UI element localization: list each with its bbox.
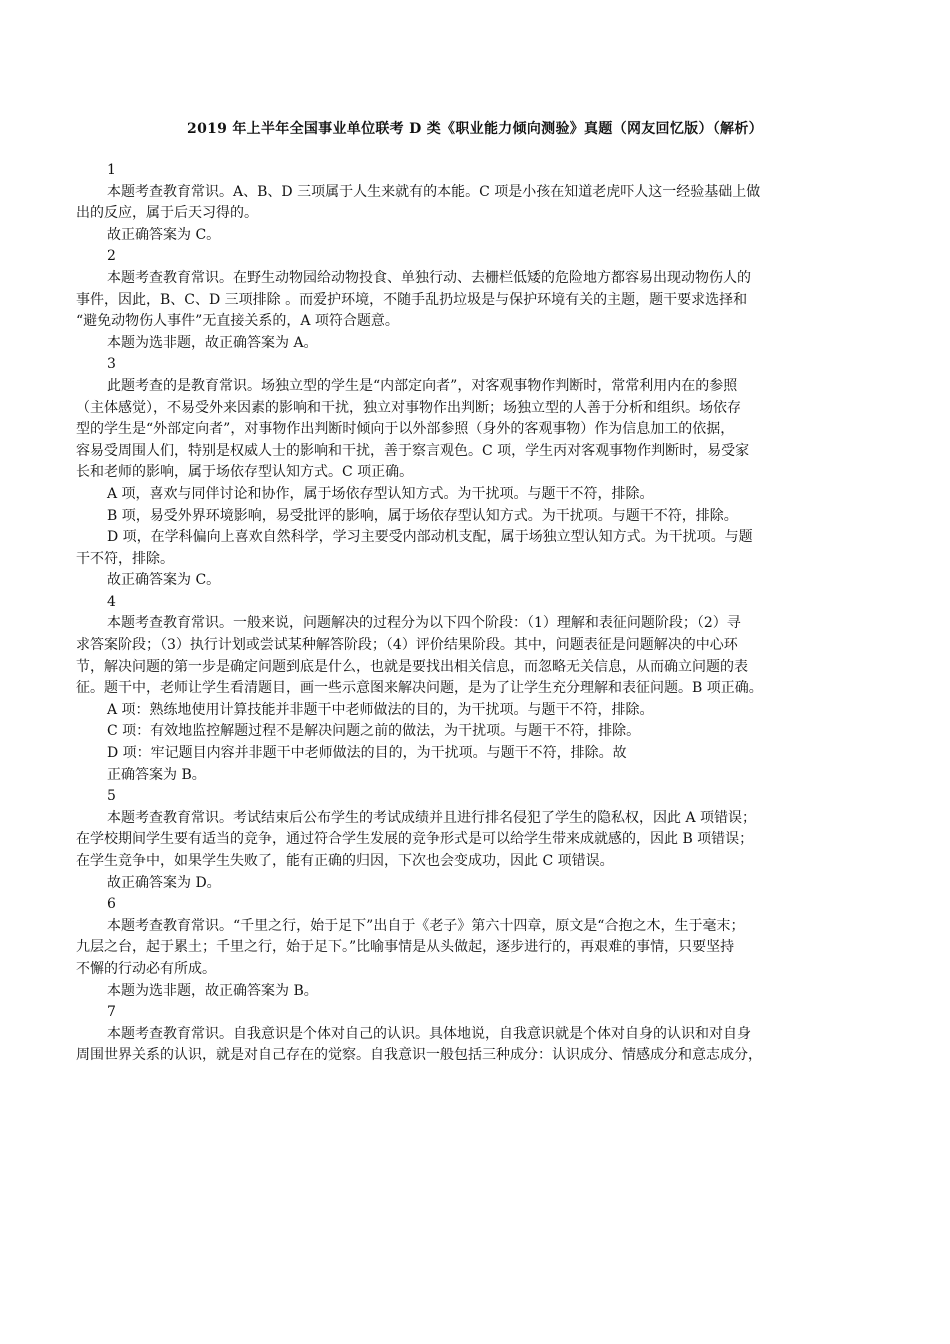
text-line: 九层之台，起于累土；千里之行，始于足下。”比喻事情是从头做起，逐步进行的，再艰难的事情，只要坚持 — [76, 939, 735, 956]
text-line: 正确答案为 B。 — [107, 766, 206, 783]
text-line: 7 — [107, 1004, 116, 1021]
text-line: 5 — [107, 788, 116, 805]
text-line: 本题考查教育常识。一般来说，问题解决的过程分为以下四个阶段：（1）理解和表征问题阶段；（2）寻 — [107, 615, 741, 632]
text-line: 6 — [107, 896, 116, 913]
text-line: 本题为选非题，故正确答案为 B。 — [107, 982, 318, 999]
text-line: D 项：牢记题目内容并非题干中老师做法的目的，为干扰项。与题干不符，排除。故 — [107, 745, 627, 762]
text-line: 3 — [107, 356, 116, 373]
text-line: 故正确答案为 C。 — [107, 226, 221, 243]
document-body — [76, 160, 876, 1067]
text-line: 事件，因此，B、C、D 三项排除 。而爱护环境，不随手乱扔垃圾是与保护环境有关的主题，题干要求选择和 — [76, 291, 748, 308]
text-line: 干不符，排除。 — [76, 550, 174, 567]
document-title: 2019 年上半年全国事业单位联考 D 类《职业能力倾向测验》真题（网友回忆版）（解析） — [187, 121, 763, 137]
text-line: 此题考查的是教育常识。场独立型的学生是“内部定向者”，对客观事物作判断时，常常利用内在的参照 — [107, 377, 738, 394]
text-line: “避免动物伤人事件”无直接关系的，A 项符合题意。 — [76, 313, 399, 330]
text-line: 征。题干中，老师让学生看清题目，画一些示意图来解决问题，是为了让学生充分理解和表征问题。B 项正确。 — [76, 680, 763, 697]
text-line: 在学生竞争中，如果学生失败了，能有正确的归因，下次也会变成功，因此 C 项错误。 — [76, 853, 614, 869]
text-line: C 项：有效地监控解题过程不是解决问题之前的做法，为干扰项。与题干不符，排除。 — [107, 723, 641, 740]
text-line: A 项，喜欢与同伴讨论和协作，属于场依存型认知方式。为干扰项。与题干不符，排除。 — [107, 485, 654, 502]
text-line: 容易受周围人们，特别是权威人士的影响和干扰，善于察言观色。C 项，学生丙对客观事物作判断时，易受家 — [76, 442, 750, 459]
text-line: 本题考查教育常识。A、B、D 三项属于人生来就有的本能。C 项是小孩在知道老虎吓人这一经验基础上做 — [107, 183, 761, 200]
text-line: 本题考查教育常识。“千里之行，始于足下”出自于《老子》第六十四章，原文是“合抱之木，生于毫末； — [107, 917, 745, 934]
text-line: 本题为选非题，故正确答案为 A。 — [107, 334, 318, 351]
text-line: 本题考查教育常识。考试结束后公布学生的考试成绩并且进行排名侵犯了学生的隐私权，因此 A 项错误； — [107, 809, 757, 826]
text-line: 故正确答案为 C。 — [107, 572, 221, 589]
text-line: 故正确答案为 D。 — [107, 874, 221, 891]
text-line: 本题考查教育常识。在野生动物园给动物投食、单独行动、去栅栏低矮的危险地方都容易出现动物伤人的 — [107, 269, 751, 286]
text-line: 本题考查教育常识。自我意识是个体对自己的认识。具体地说，自我意识就是个体对自身的认识和对自身 — [107, 1025, 751, 1042]
text-line: D 项，在学科偏向上喜欢自然科学，学习主要受内部动机支配，属于场独立型认知方式。为干扰项。与题 — [107, 529, 753, 546]
text-line: 型的学生是“外部定向者”，对事物作出判断时倾向于以外部参照（身外的客观事物）作为信息加工的依据， — [76, 421, 735, 438]
text-line: 周围世界关系的认识，就是对自己存在的觉察。自我意识一般包括三种成分：认识成分、情感成分和意志成分， — [76, 1047, 762, 1064]
text-line: 2 — [107, 248, 116, 265]
text-line: 不懈的行动必有所成。 — [76, 960, 216, 977]
text-line: 1 — [107, 162, 116, 178]
text-line: 节，解决问题的第一步是确定问题到底是什么，也就是要找出相关信息，而忽略无关信息，从而确立问题的表 — [76, 658, 748, 675]
text-line: 长和老师的影响，属于场依存型认知方式。C 项正确。 — [76, 464, 414, 481]
text-line: 4 — [107, 593, 116, 610]
text-line: B 项，易受外界环境影响，易受批评的影响，属于场依存型认知方式。为干扰项。与题干不符，排除。 — [107, 507, 738, 524]
text-line: 出的反应，属于后天习得的。 — [76, 205, 258, 222]
text-line: 在学校期间学生要有适当的竞争，通过符合学生发展的竞争形式是可以给学生带来成就感的，因此 B 项错误； — [76, 831, 754, 848]
text-line: （主体感觉），不易受外来因素的影响和干扰，独立对事物作出判断；场独立型的人善于分析和组织。场依存 — [76, 399, 741, 416]
text-line: 求答案阶段；（3）执行计划或尝试某种解答阶段；（4）评价结果阶段。其中，问题表征是问题解决的中心环 — [76, 637, 738, 654]
text-line: A 项：熟练地使用计算技能并非题干中老师做法的目的，为干扰项。与题干不符，排除。 — [107, 701, 654, 718]
